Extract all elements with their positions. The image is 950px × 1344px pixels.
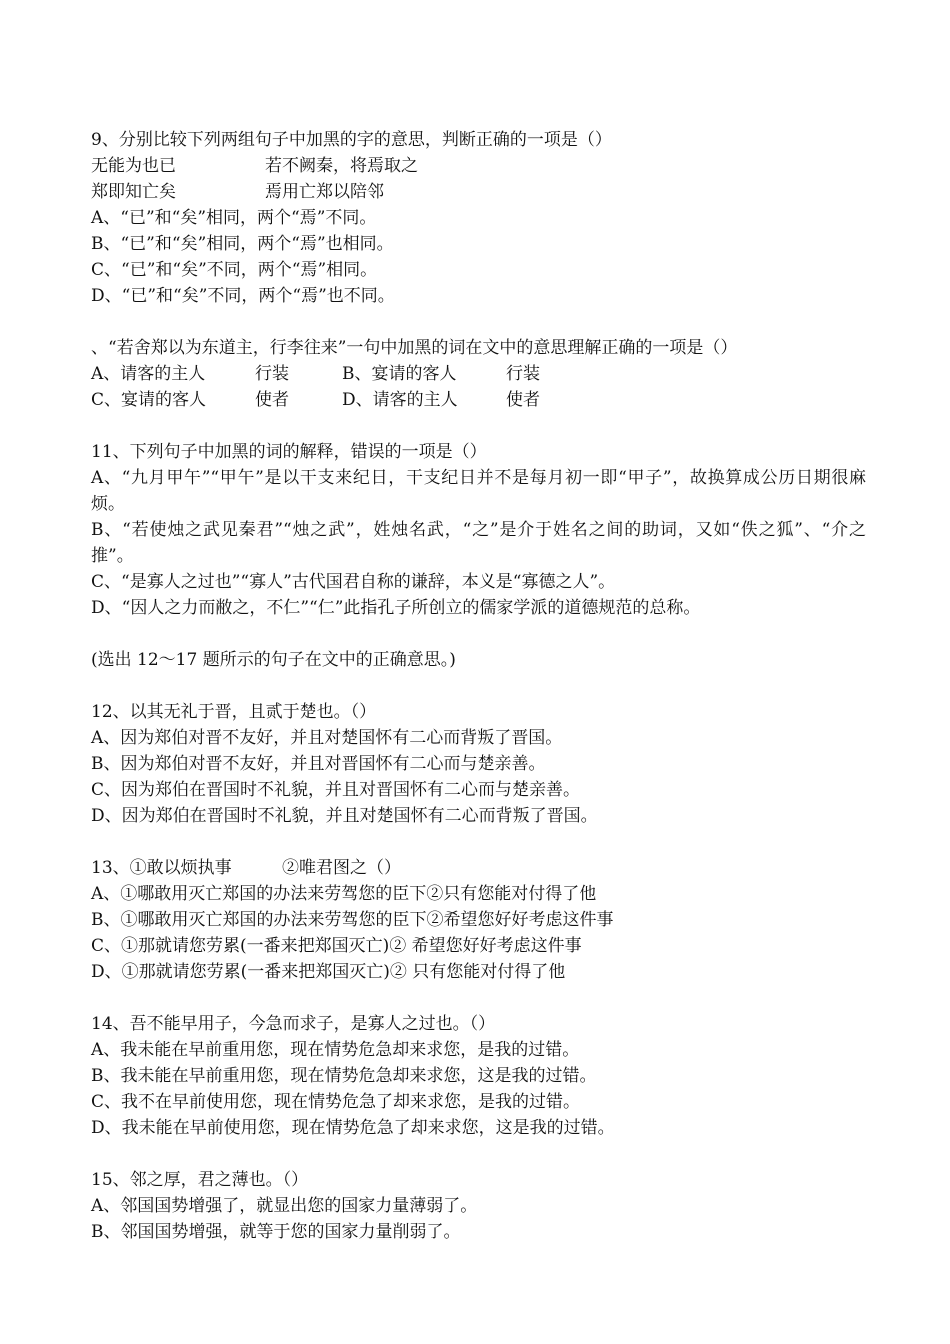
question-13 xyxy=(91,855,866,985)
option-c-meaning: C、宴请的客人 xyxy=(91,390,207,410)
option-b: B、“若使烛之武见秦君”“烛之武”，姓烛名武，“之”是介于姓名之间的助词，又如“佚之狐”、“介之推”。 xyxy=(91,520,866,566)
spacer xyxy=(91,1141,866,1167)
question-14 xyxy=(91,1011,866,1141)
question-15 xyxy=(91,1167,866,1245)
option-a-meaning: A、请客的主人 xyxy=(91,364,206,384)
question-15-stem: 15、邻之厚，君之薄也。（） xyxy=(91,1170,309,1190)
question-9-example-row-1 xyxy=(91,153,866,179)
question-13-stem-part-1: 13、①敢以烦执事 xyxy=(91,858,232,878)
example-right: 若不阙秦，将焉取之 xyxy=(265,156,418,176)
option-a: A、邻国国势增强了，就显出您的国家力量薄弱了。 xyxy=(91,1196,478,1216)
option-b-word: 行装 xyxy=(506,364,540,384)
option-c-word: 使者 xyxy=(255,390,289,410)
document-page xyxy=(91,127,866,1245)
instruction-note: (选出 12～17 题所示的句子在文中的正确意思。) xyxy=(91,650,456,670)
example-right: 焉用亡郑以陪邻 xyxy=(265,182,384,202)
option-d: D、“已”和“矣”不同，两个“焉”也不同。 xyxy=(91,286,395,306)
question-13-stem-part-2: ②唯君图之（） xyxy=(282,858,401,878)
question-9-example-row-2 xyxy=(91,179,866,205)
question-11-stem: 11、下列句子中加黑的词的解释，错误的一项是（） xyxy=(91,442,487,462)
option-b: B、我未能在早前重用您，现在情势危急却来求您，这是我的过错。 xyxy=(91,1066,597,1086)
option-b: B、邻国国势增强，就等于您的国家力量削弱了。 xyxy=(91,1222,461,1242)
option-a: A、我未能在早前重用您，现在情势危急却来求您，是我的过错。 xyxy=(91,1040,580,1060)
question-13-stem xyxy=(91,855,866,881)
spacer xyxy=(91,673,866,699)
question-10-stem: 、“若舍郑以为东道主，行李往来”一句中加黑的词在文中的意思理解正确的一项是（） xyxy=(91,338,738,358)
spacer xyxy=(91,621,866,647)
option-d-meaning: D、请客的主人 xyxy=(342,390,458,410)
spacer xyxy=(91,829,866,855)
option-row-ab xyxy=(91,361,866,387)
option-c: C、因为郑伯在晋国时不礼貌，并且对晋国怀有二心而与楚亲善。 xyxy=(91,780,581,800)
option-a: A、“九月甲午”“甲午”是以干支来纪日，干支纪日并不是每月初一即“甲子”，故换算成公历日期很麻烦。 xyxy=(91,468,866,514)
spacer xyxy=(91,985,866,1011)
option-c: C、①那就请您劳累(一番来把郑国灭亡)② 希望您好好考虑这件事 xyxy=(91,936,582,956)
example-left: 郑即知亡矣 xyxy=(91,182,176,202)
question-12 xyxy=(91,699,866,829)
option-row-cd xyxy=(91,387,866,413)
example-left: 无能为也已 xyxy=(91,156,176,176)
option-b-meaning: B、宴请的客人 xyxy=(342,364,457,384)
spacer xyxy=(91,309,866,335)
question-9-stem: 9、分别比较下列两组句子中加黑的字的意思，判断正确的一项是（） xyxy=(91,130,612,150)
option-d: D、①那就请您劳累(一番来把郑国灭亡)② 只有您能对付得了他 xyxy=(91,962,566,982)
option-b: B、“已”和“矣”相同，两个“焉”也相同。 xyxy=(91,234,394,254)
option-a-word: 行装 xyxy=(255,364,289,384)
option-a: A、①哪敢用灭亡郑国的办法来劳驾您的臣下②只有您能对付得了他 xyxy=(91,884,597,904)
question-9 xyxy=(91,127,866,309)
option-c: C、“已”和“矣”不同，两个“焉”相同。 xyxy=(91,260,378,280)
question-10 xyxy=(91,335,866,413)
option-d-word: 使者 xyxy=(506,390,540,410)
option-a: A、因为郑伯对晋不友好，并且对楚国怀有二心而背叛了晋国。 xyxy=(91,728,563,748)
spacer xyxy=(91,413,866,439)
option-c: C、“是寡人之过也”“寡人”古代国君自称的谦辞，本义是“寡德之人”。 xyxy=(91,572,616,592)
question-11 xyxy=(91,439,866,621)
option-a: A、“已”和“矣”相同，两个“焉”不同。 xyxy=(91,208,377,228)
option-b: B、①哪敢用灭亡郑国的办法来劳驾您的臣下②希望您好好考虑这件事 xyxy=(91,910,614,930)
question-12-stem: 12、以其无礼于晋，且贰于楚也。（） xyxy=(91,702,377,722)
option-b: B、因为郑伯对晋不友好，并且对晋国怀有二心而与楚亲善。 xyxy=(91,754,546,774)
question-14-stem: 14、吾不能早用子，今急而求子，是寡人之过也。（） xyxy=(91,1014,496,1034)
option-d: D、“因人之力而敝之，不仁”“仁”此指孔子所创立的儒家学派的道德规范的总称。 xyxy=(91,598,701,618)
option-c: C、我不在早前使用您，现在情势危急了却来求您，是我的过错。 xyxy=(91,1092,581,1112)
option-d: D、因为郑伯在晋国时不礼貌，并且对楚国怀有二心而背叛了晋国。 xyxy=(91,806,598,826)
option-d: D、我未能在早前使用您，现在情势危急了却来求您，这是我的过错。 xyxy=(91,1118,615,1138)
